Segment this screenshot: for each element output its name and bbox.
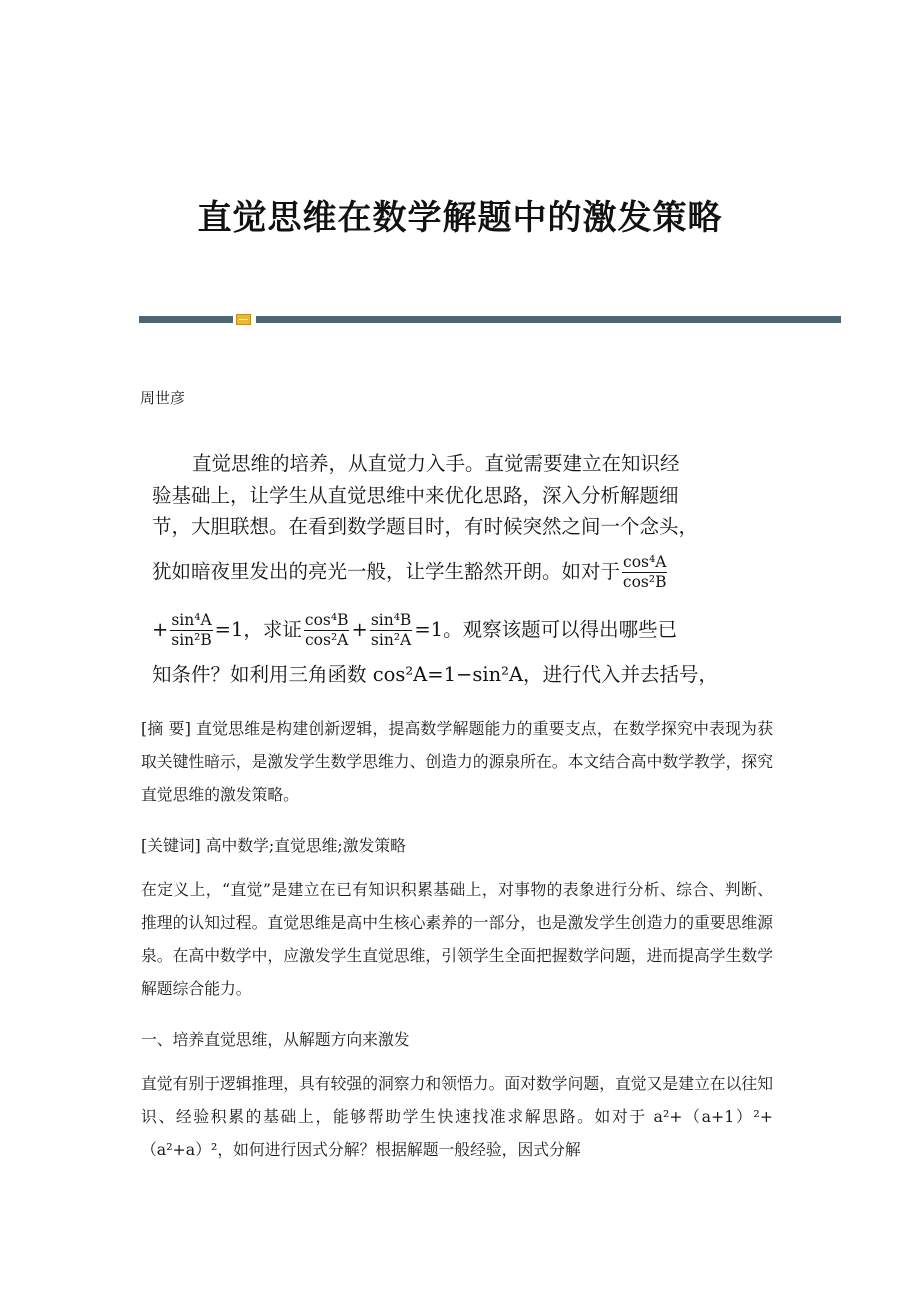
- divider-bar-left: [139, 316, 233, 323]
- fraction-cos4a-cos2b: [622, 553, 667, 592]
- scan-line-2: 验基础上，让学生从直觉思维中来优化思路，深入分析解题细: [152, 483, 679, 507]
- scan-line-5-end: =1。观察该题可以得出哪些已: [414, 617, 678, 641]
- fraction-denominator: sin²B: [171, 630, 212, 649]
- abstract-text: [摘 要] 直觉思维是构建创新逻辑，提高数学解题能力的重要支点，在数学探究中表现为获取关键性暗示，是激发学生数学思维力、创造力的源泉所在。本文结合高中数学教学，探究直觉思维的激发策略。: [141, 719, 773, 804]
- scanned-excerpt: [152, 448, 719, 690]
- section-heading-text: 一、培养直觉思维，从解题方向来激发: [141, 1030, 410, 1049]
- fraction-denominator: sin²A: [370, 630, 412, 649]
- fraction-sin4a-sin2b: [170, 611, 212, 650]
- scan-line-5-mid: =1，求证: [214, 617, 302, 641]
- fraction-cos4b-cos2a: [304, 611, 350, 650]
- page-title: 直觉思维在数学解题中的激发策略: [197, 198, 723, 238]
- scan-line-5: [152, 601, 712, 659]
- keywords: [141, 829, 773, 862]
- scan-line-6: 知条件？如利用三角函数 cos²A=1−sin²A，进行代入并去括号，: [152, 662, 719, 686]
- plus-sign: +: [351, 617, 368, 641]
- author-name: 周世彦: [140, 389, 186, 407]
- divider-badge-icon: [236, 314, 251, 325]
- scan-line-3: 节，大胆联想。在看到数学题目时，有时候突然之间一个念头，: [152, 515, 699, 538]
- scan-line-1: 直觉思维的培养，从直觉力入手。直觉需要建立在知识经: [192, 452, 680, 475]
- scan-line-4-text: 犹如暗夜里发出的亮光一般，让学生豁然开朗。如对于: [152, 559, 621, 583]
- fraction-sin4b-sin2a: [370, 611, 413, 650]
- paragraph-text: 直觉有别于逻辑推理，具有较强的洞察力和领悟力。面对数学问题，直觉又是建立在以往知识、经验积累的基础上，能够帮助学生快速找准求解思路。如对于 a²+（a+1）²+（a²+a）²，如何进行因式分解？根据解题一般经验，因式分解: [141, 1074, 773, 1159]
- fraction-denominator: cos²B: [622, 572, 667, 591]
- fraction-numerator: sin⁴A: [171, 610, 212, 629]
- keywords-text: [关键词] 高中数学;直觉思维;激发策略: [141, 836, 406, 855]
- fraction-numerator: sin⁴B: [370, 610, 412, 629]
- abstract: [141, 712, 773, 811]
- section-heading-1: [141, 1023, 773, 1056]
- paragraph-definition: [141, 873, 773, 1005]
- paragraph-text: 在定义上，“直觉”是建立在已有知识积累基础上，对事物的表象进行分析、综合、判断、推理的认知过程。直觉思维是高中生核心素养的一部分，也是激发学生创造力的重要思维源泉。在高中数学中，应激发学生直觉思维，引领学生全面把握数学问题，进而提高学生数学解题综合能力。: [141, 880, 773, 998]
- divider-bar-right: [256, 316, 841, 323]
- fraction-numerator: cos⁴B: [304, 610, 349, 629]
- scan-line-4: [152, 543, 712, 601]
- title-divider: [139, 314, 841, 324]
- paragraph-intuition: [141, 1067, 773, 1166]
- fraction-denominator: cos²A: [305, 630, 349, 649]
- fraction-numerator: cos⁴A: [623, 552, 667, 571]
- plus-sign: +: [152, 617, 169, 641]
